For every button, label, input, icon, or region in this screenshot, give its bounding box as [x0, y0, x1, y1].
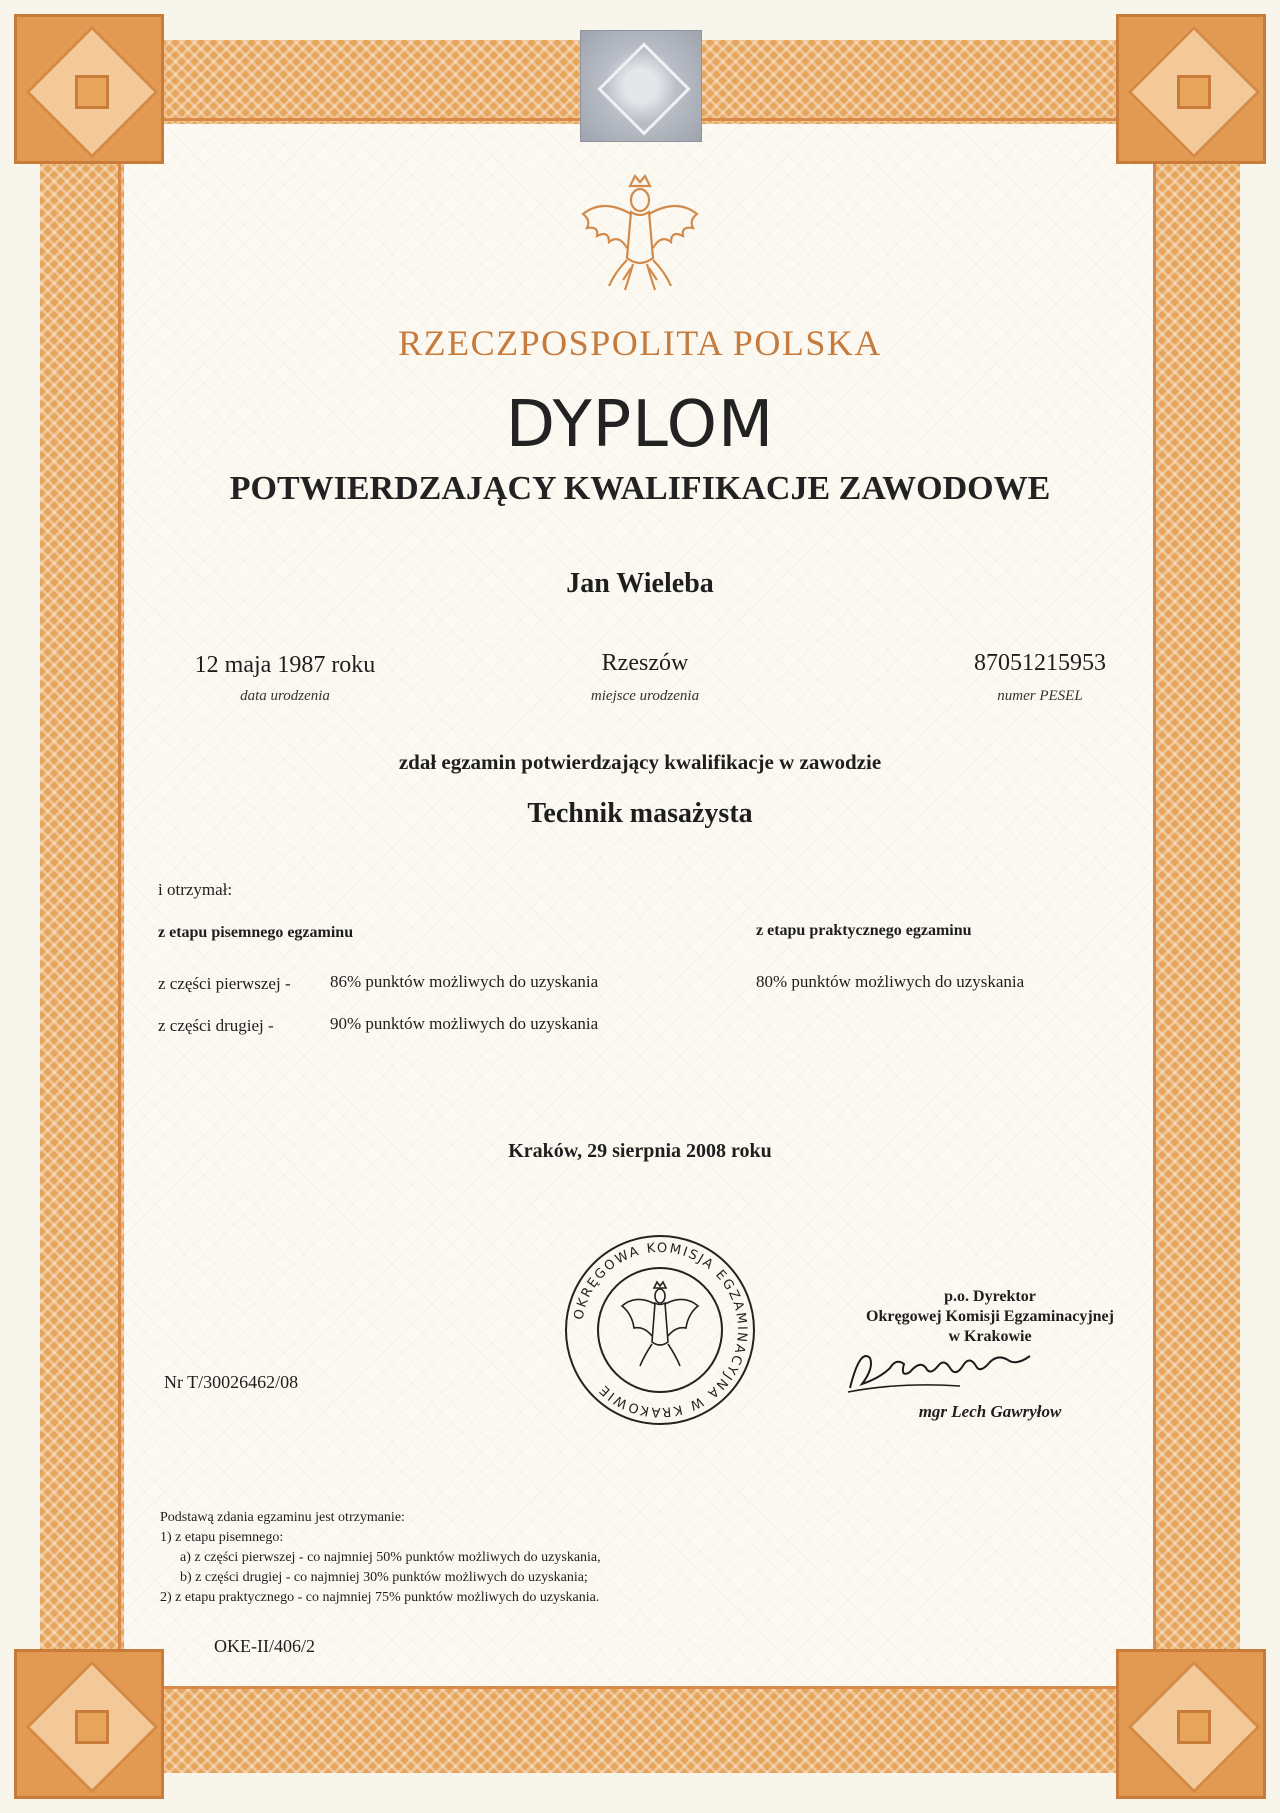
corner-ornament-top-left: [14, 14, 164, 164]
part1-label: z części pierwszej -: [158, 974, 291, 993]
handwritten-signature: [840, 1338, 1040, 1398]
birth-date-value: 12 maja 1987 roku: [194, 652, 376, 678]
profession-name: Technik masażysta: [527, 798, 753, 829]
part2-label: z części drugiej -: [158, 1016, 274, 1035]
official-seal-icon: [562, 1232, 758, 1428]
practical-score: 80% punktów możliwych do uzyskania: [756, 972, 1025, 991]
director-institution: Okręgowej Komisji Egzaminacyjnej: [866, 1308, 1114, 1325]
director-title: p.o. Dyrektor: [944, 1288, 1036, 1305]
footnote-item-1b: b) z części drugiej - co najmniej 30% punktów możliwych do uzyskania;: [180, 1570, 588, 1585]
pesel-label: numer PESEL: [997, 688, 1083, 704]
frame-right: [1148, 40, 1240, 1773]
footnote-item-1a: a) z części pierwszej - co najmniej 50% punktów możliwych do uzyskania,: [180, 1550, 601, 1565]
exam-passed-text: zdał egzamin potwierdzający kwalifikacje w zawodzie: [398, 750, 882, 774]
birth-place-value: Rzeszów: [601, 650, 689, 676]
corner-ornament-bottom-right: [1116, 1649, 1266, 1799]
signer-name: mgr Lech Gawryłow: [918, 1402, 1062, 1421]
pesel-value: 87051215953: [974, 650, 1106, 676]
hologram-sticker: [580, 30, 702, 142]
practical-stage-heading: z etapu praktycznego egzaminu: [756, 922, 972, 939]
corner-ornament-top-right: [1116, 14, 1266, 164]
svg-text:OKRĘGOWA KOMISJA EGZAMINACYJNA: OKRĘGOWA KOMISJA EGZAMINACYJNA W KRAKOWIE: [571, 1240, 750, 1420]
issue-place-date: Kraków, 29 sierpnia 2008 roku: [508, 1140, 772, 1162]
part2-score: 90% punktów możliwych do uzyskania: [330, 1014, 599, 1033]
form-identifier: OKE-II/406/2: [214, 1636, 315, 1656]
written-stage-heading: z etapu pisemnego egzaminu: [158, 924, 354, 941]
eagle-emblem-icon: [573, 168, 707, 302]
footnote-item-1: 1) z etapu pisemnego:: [160, 1530, 284, 1545]
document-title: DYPLOM: [505, 388, 775, 462]
holder-name: Jan Wieleba: [566, 568, 714, 599]
corner-ornament-bottom-left: [14, 1649, 164, 1799]
part1-score: 86% punktów możliwych do uzyskania: [330, 972, 599, 991]
document-subtitle: POTWIERDZAJĄCY KWALIFIKACJE ZAWODOWE: [229, 470, 1051, 507]
diploma-number: Nr T/30026462/08: [164, 1372, 299, 1392]
footnote-intro: Podstawą zdania egzaminu jest otrzymanie:: [160, 1510, 405, 1525]
frame-bottom: [40, 1681, 1240, 1773]
birth-place-label: miejsce urodzenia: [590, 688, 700, 704]
country-name: RZECZPOSPOLITA POLSKA: [398, 323, 882, 363]
director-city: w Krakowie: [948, 1328, 1032, 1345]
footnote-item-2: 2) z etapu praktycznego - co najmniej 75% punktów możliwych do uzyskania.: [160, 1590, 600, 1605]
birth-date-label: data urodzenia: [240, 688, 330, 704]
received-label: i otrzymał:: [158, 880, 233, 899]
